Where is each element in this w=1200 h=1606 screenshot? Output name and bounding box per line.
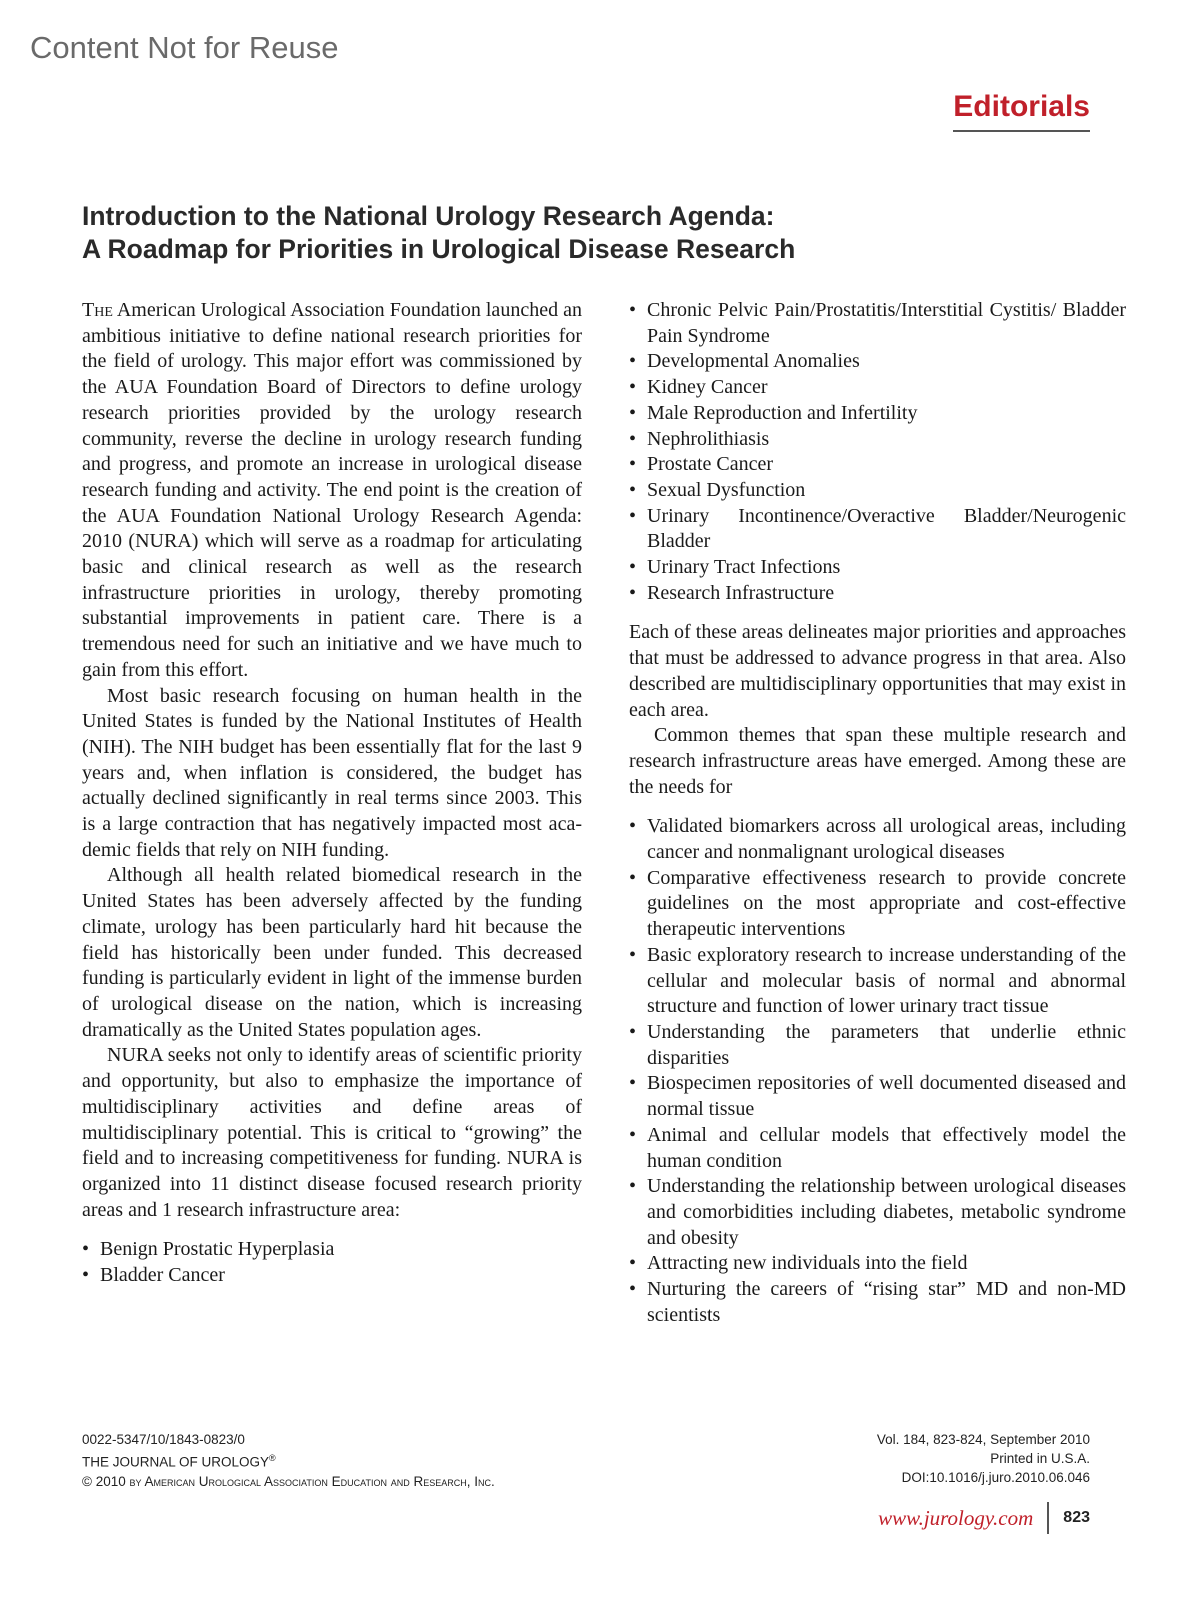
priority-area-list-right [629,298,1126,606]
list-item: • Male Reproduction and Infertility [629,401,1126,427]
list-item: • Urinary Tract Infections [629,555,1126,581]
list-item: • Basic exploratory research to increase understanding of the cellular and molecular basis of normal and abnormal structure and function of lower urinary tract tissue [629,943,1126,1020]
footer-publication-info [82,1430,495,1491]
paragraph-nih: Most basic research focusing on human health in the United States is funded by the National Institutes of Health (NIH). The NIH budget has been essentially flat for the last 9 years and, when inflation is considered, the budget has actually declined significantly in real terms since 2003. This is a large contraction that has negatively impacted most academic fields that rely on NIH funding. [82,684,582,861]
right-column [629,298,1126,1328]
list-item: • Attracting new individuals into the field [629,1251,1126,1277]
list-item: • Nurturing the careers of “rising star” MD and non-MD scientists [629,1277,1126,1328]
paragraph-nura: NURA seeks not only to identify areas of scientific priority and opportunity, but also to emphasize the importance of multidisciplinary activities and define areas of multidisciplinary potential. This is critical to “growing” the field and to increasing competitiveness for funding. NURA is organized into 11 distinct disease focused research priority areas and 1 research infrastructure area: [82,1044,582,1221]
printed-in: Printed in U.S.A. [990,1451,1090,1466]
list-item: • Kidney Cancer [629,375,1126,401]
list-item: • Sexual Dysfunction [629,478,1126,504]
list-item: • Benign Prostatic Hyperplasia [82,1237,582,1263]
list-item: • Understanding the relationship between urological diseases and comorbidities including diabetes, metabolic syndrome and obesity [629,1174,1126,1251]
volume-info: Vol. 184, 823-824, September 2010 [876,1432,1090,1447]
list-item: • Urinary Incontinence/Overactive Bladder/Neurogenic Bladder [629,504,1126,555]
list-item: • Nephrolithiasis [629,427,1126,453]
page-footer [878,1502,1090,1534]
journal-website-link[interactable]: www.jurology.com [878,1505,1034,1530]
section-label: Editorials [953,90,1090,132]
paragraph-intro-text: American Urological Association Foundation launched an ambitious initiative to define national research priorities for the field of urology. This major effort was commissioned by the AUA Foundation Board of Directors to define urology research priorities provided by the urology research community, reverse the decline in urology research funding and progress, and promote an increase in urological disease research funding and activity. The end point is the creation of the AUA Foundation National Urology Research Agenda: 2010 (NURA) which will serve as a roadmap for articulating basic and clinical research as well as the research infrastructure priorities in urology, thereby promoting substantial improvements in patient care. There is a tremendous need for such an initiative and we have much to gain from this effort. [82,299,582,681]
footer-citation [877,1430,1090,1487]
priority-area-list-left [82,1237,582,1288]
title-line-1: Introduction to the National Urology Research Agenda: [82,201,775,231]
registered-mark: ® [269,1453,276,1463]
paragraph-funding: Although all health related biomedical research in the United States has been adversely affected by the funding climate, urology has been particularly hard hit because the field has historically been under funded. This decreased funding is particularly evident in light of the immense burden of urological disease on the nation, which is increasing dramatically as the United States population ages. [82,864,582,1041]
page-number: 823 [1063,1509,1090,1526]
list-item: • Biospecimen repositories of well documented diseased and normal tissue [629,1071,1126,1122]
doi: DOI:10.1016/j.juro.2010.06.046 [901,1470,1090,1485]
journal-name: THE JOURNAL OF UROLOGY [82,1454,270,1470]
list-item: • Developmental Anomalies [629,349,1126,375]
drop-lead-word: The [82,299,113,321]
journal-name-line [82,1449,495,1472]
paragraph-intro [82,298,582,684]
list-item: • Animal and cellular models that effectively model the human condition [629,1123,1126,1174]
watermark: Content Not for Reuse [30,30,339,65]
list-item: • Prostate Cancer [629,452,1126,478]
list-item: • Research Infrastructure [629,581,1126,607]
list-item: • Bladder Cancer [82,1263,582,1289]
title-line-2: A Roadmap for Priorities in Urological Disease Research [82,234,796,264]
copyright-notice: © 2010 by American Urological Association Education and Research, Inc. [82,1473,495,1489]
list-item: • Chronic Pelvic Pain/Prostatitis/Interstitial Cystitis/ Bladder Pain Syndrome [629,298,1126,349]
paragraph-areas: Each of these areas delineates major priorities and approaches that must be addressed to advance progress in that area. Also described are multidisciplinary opportunities that may exist in each area. [629,621,1126,721]
article-title [82,200,1122,266]
issn-code: 0022-5347/10/1843-0823/0 [82,1432,245,1447]
list-item: • Comparative effectiveness research to provide concrete guidelines on the most appropriate and cost-effective therapeutic interventions [629,866,1126,943]
paragraph-themes: Common themes that span these multiple research and research infrastructure areas have emerged. Among these are the needs for [629,724,1126,798]
list-item: • Understanding the parameters that underlie ethnic disparities [629,1020,1126,1071]
list-item: • Validated biomarkers across all urological areas, including cancer and nonmalignant urological diseases [629,814,1126,865]
common-needs-list [629,814,1126,1328]
left-column [82,298,582,1289]
